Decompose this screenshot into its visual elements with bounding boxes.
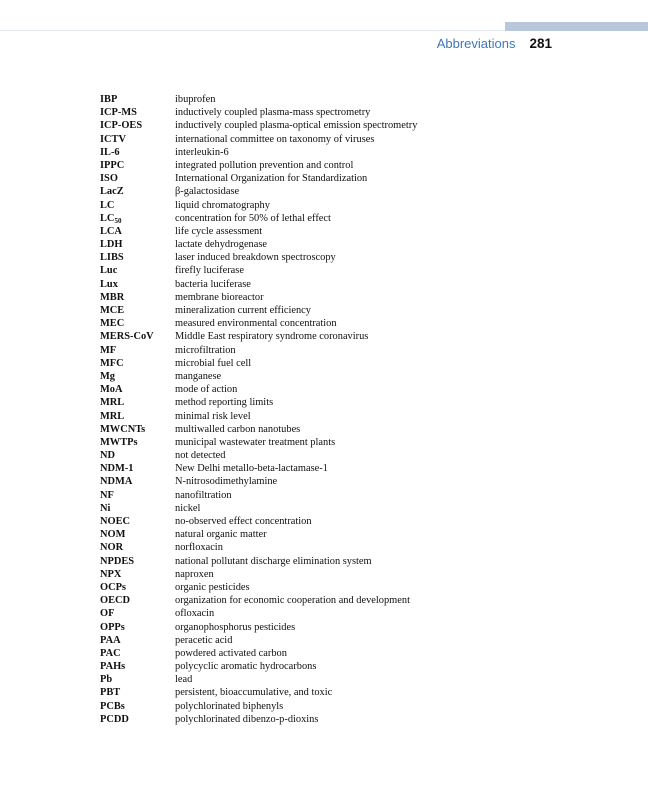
abbreviation-entry	[100, 238, 550, 251]
abbreviation-term	[100, 568, 175, 581]
abbreviation-definition: mode of action	[175, 384, 238, 396]
abbreviation-definition: natural organic matter	[175, 529, 267, 541]
abbreviation-term	[100, 199, 175, 212]
abbreviation-term-text: NDMA	[100, 476, 133, 488]
abbreviation-term-text: LacZ	[100, 186, 124, 198]
abbreviation-definition: ofloxacin	[175, 608, 215, 620]
abbreviation-definition: not detected	[175, 450, 226, 462]
abbreviation-term	[100, 383, 175, 396]
abbreviation-term	[100, 489, 175, 502]
abbreviation-entry	[100, 515, 550, 528]
abbreviation-entry	[100, 370, 550, 383]
abbreviation-term-text: OPPs	[100, 621, 125, 633]
abbreviation-term	[100, 528, 175, 541]
abbreviation-term-text: LC	[100, 199, 115, 211]
abbreviation-term	[100, 159, 175, 172]
abbreviation-definition: minimal risk level	[175, 410, 251, 422]
abbreviation-term	[100, 304, 175, 317]
abbreviation-definition: integrated pollution prevention and control	[175, 159, 354, 171]
abbreviation-entry	[100, 264, 550, 277]
abbreviation-definition: municipal wastewater treatment plants	[175, 436, 336, 448]
abbreviation-entry	[100, 634, 550, 647]
abbreviation-term-text: IBP	[100, 94, 118, 105]
abbreviation-entry	[100, 594, 550, 607]
abbreviation-definition: persistent, bioaccumulative, and toxic	[175, 687, 333, 699]
abbreviation-definition: polycyclic aromatic hydrocarbons	[175, 661, 317, 673]
abbreviation-term-text: MFC	[100, 357, 124, 369]
abbreviation-definition: organophosphorus pesticides	[175, 621, 296, 633]
abbreviation-entry	[100, 317, 550, 330]
abbreviation-term	[100, 436, 175, 449]
abbreviation-term	[100, 291, 175, 304]
abbreviation-term	[100, 238, 175, 251]
abbreviation-term-text: Lux	[100, 278, 118, 290]
abbreviation-term-text: LCA	[100, 225, 122, 237]
abbreviation-definition: lead	[175, 674, 193, 686]
abbreviation-term	[100, 106, 175, 119]
abbreviation-term	[100, 515, 175, 528]
abbreviation-entry	[100, 106, 550, 119]
abbreviation-term-text: MWCNTs	[100, 423, 146, 435]
abbreviation-term-text: OECD	[100, 595, 131, 607]
abbreviation-term-text: OF	[100, 608, 115, 620]
abbreviation-term-text: NOM	[100, 529, 126, 541]
abbreviation-term-text: MERS-CoV	[100, 331, 154, 343]
abbreviation-term	[100, 555, 175, 568]
abbreviation-definition: measured environmental concentration	[175, 318, 337, 330]
abbreviation-term-text: NOEC	[100, 516, 131, 527]
abbreviation-term	[100, 502, 175, 515]
abbreviation-term-text: NPDES	[100, 555, 135, 567]
abbreviation-entry	[100, 528, 550, 541]
abbreviation-term-text: LIBS	[100, 252, 124, 264]
abbreviation-term-text: PCDD	[100, 713, 129, 725]
abbreviation-entry	[100, 304, 550, 317]
abbreviation-entry	[100, 647, 550, 660]
abbreviation-term	[100, 607, 175, 620]
abbreviation-entry	[100, 225, 550, 238]
abbreviation-term	[100, 686, 175, 699]
abbreviation-definition: β-galactosidase	[175, 186, 240, 198]
abbreviation-term-text: ICP-MS	[100, 107, 137, 119]
abbreviation-definition: inductively coupled plasma-mass spectrometry	[175, 107, 371, 119]
abbreviation-term-text: Mg	[100, 370, 116, 382]
abbreviation-entry	[100, 133, 550, 146]
abbreviation-term-text: PAHs	[100, 661, 126, 673]
abbreviation-term	[100, 185, 175, 198]
abbreviation-definition: naproxen	[175, 568, 214, 580]
abbreviation-term	[100, 462, 175, 475]
abbreviation-term	[100, 647, 175, 660]
abbreviation-definition: no-observed effect concentration	[175, 516, 312, 527]
abbreviation-entry	[100, 449, 550, 462]
abbreviation-term-text: MWTPs	[100, 436, 138, 448]
abbreviation-term	[100, 133, 175, 146]
abbreviation-entry	[100, 396, 550, 409]
abbreviation-definition: method reporting limits	[175, 397, 274, 409]
abbreviation-term	[100, 146, 175, 159]
header-accent-bar	[505, 22, 648, 31]
abbreviation-entry	[100, 357, 550, 370]
abbreviation-entry	[100, 146, 550, 159]
abbreviation-term-text: ICP-OES	[100, 120, 143, 132]
abbreviation-term-text: LC	[100, 212, 115, 224]
abbreviation-term	[100, 541, 175, 554]
abbreviation-entry	[100, 568, 550, 581]
abbreviation-term	[100, 475, 175, 488]
abbreviation-term-text: MEC	[100, 318, 125, 330]
abbreviation-entry	[100, 119, 550, 132]
abbreviation-definition: lactate dehydrogenase	[175, 239, 268, 251]
abbreviation-term	[100, 634, 175, 647]
abbreviation-definition: New Delhi metallo-beta-lactamase-1	[175, 463, 328, 475]
abbreviation-term-text: PAA	[100, 634, 121, 646]
abbreviation-term	[100, 713, 175, 726]
abbreviation-term-subscript: 50	[114, 216, 122, 225]
abbreviation-term	[100, 278, 175, 291]
abbreviation-definition: microbial fuel cell	[175, 357, 252, 369]
abbreviation-entry	[100, 673, 550, 686]
abbreviation-term	[100, 264, 175, 277]
abbreviation-term-text: MF	[100, 344, 117, 356]
abbreviation-term	[100, 357, 175, 370]
abbreviation-term-text: MoA	[100, 384, 123, 396]
abbreviation-definition: nickel	[175, 502, 201, 514]
abbreviation-definition: organization for economic cooperation and development	[175, 595, 410, 607]
abbreviation-entry	[100, 251, 550, 264]
abbreviation-term-text: LDH	[100, 239, 123, 251]
abbreviation-entry	[100, 159, 550, 172]
abbreviation-term	[100, 581, 175, 594]
abbreviation-definition: inductively coupled plasma-optical emission spectrometry	[175, 120, 418, 132]
abbreviation-term	[100, 423, 175, 436]
abbreviation-entry	[100, 462, 550, 475]
abbreviation-entry	[100, 660, 550, 673]
abbreviation-term-text: PBT	[100, 687, 121, 699]
abbreviation-term	[100, 344, 175, 357]
abbreviation-term	[100, 251, 175, 264]
abbreviation-term-text: ICTV	[100, 133, 126, 145]
abbreviation-definition: polychlorinated biphenyls	[175, 700, 284, 712]
abbreviation-term-text: IL-6	[100, 146, 120, 158]
abbreviation-definition: microfiltration	[175, 344, 236, 356]
abbreviation-entry	[100, 621, 550, 634]
abbreviation-term-text: PAC	[100, 647, 121, 659]
abbreviation-term-text: ISO	[100, 173, 118, 185]
abbreviation-definition: powdered activated carbon	[175, 647, 287, 659]
abbreviation-definition: membrane bioreactor	[175, 291, 264, 303]
abbreviation-entry	[100, 410, 550, 423]
section-title: Abbreviations	[436, 36, 516, 51]
abbreviation-term	[100, 594, 175, 607]
abbreviation-term	[100, 700, 175, 713]
abbreviation-definition: interleukin-6	[175, 146, 229, 158]
abbreviation-term-text: PCBs	[100, 700, 125, 712]
abbreviation-definition: bacteria luciferase	[175, 278, 251, 290]
abbreviation-term	[100, 410, 175, 423]
abbreviation-term	[100, 172, 175, 185]
abbreviation-entry	[100, 278, 550, 291]
abbreviation-term-text: Pb	[100, 674, 113, 686]
abbreviation-definition: ibuprofen	[175, 94, 216, 105]
abbreviation-term-text: MBR	[100, 291, 125, 303]
abbreviation-term	[100, 212, 175, 225]
page-number: 281	[529, 36, 552, 51]
abbreviation-entry	[100, 713, 550, 726]
abbreviation-term	[100, 673, 175, 686]
abbreviation-definition: life cycle assessment	[175, 225, 263, 237]
abbreviation-definition: liquid chromatography	[175, 199, 270, 211]
abbreviation-term	[100, 396, 175, 409]
abbreviation-list	[100, 93, 550, 726]
abbreviation-entry	[100, 700, 550, 713]
abbreviation-entry	[100, 555, 550, 568]
abbreviation-entry	[100, 330, 550, 343]
abbreviation-term-text: NF	[100, 489, 114, 501]
abbreviation-entry	[100, 93, 550, 106]
abbreviation-entry	[100, 212, 550, 225]
abbreviation-entry	[100, 475, 550, 488]
abbreviation-term	[100, 660, 175, 673]
abbreviation-definition: norfloxacin	[175, 542, 223, 554]
abbreviation-definition: manganese	[175, 370, 222, 382]
abbreviation-term-text: NDM-1	[100, 463, 134, 475]
abbreviation-term	[100, 93, 175, 106]
abbreviation-term	[100, 119, 175, 132]
abbreviation-term-text: MRL	[100, 397, 125, 409]
abbreviation-definition: N-nitrosodimethylamine	[175, 476, 278, 488]
abbreviation-entry	[100, 607, 550, 620]
abbreviation-term	[100, 370, 175, 383]
abbreviation-definition: polychlorinated dibenzo-p-dioxins	[175, 713, 319, 725]
abbreviation-term-text: IPPC	[100, 159, 125, 171]
abbreviation-entry	[100, 172, 550, 185]
abbreviation-entry	[100, 291, 550, 304]
abbreviation-entry	[100, 383, 550, 396]
abbreviation-definition: Middle East respiratory syndrome coronavirus	[175, 331, 369, 343]
abbreviation-entry	[100, 489, 550, 502]
abbreviation-definition: mineralization current efficiency	[175, 305, 311, 316]
abbreviation-entry	[100, 199, 550, 212]
abbreviation-entry	[100, 541, 550, 554]
abbreviation-entry	[100, 344, 550, 357]
abbreviation-term	[100, 330, 175, 343]
abbreviation-term-text: NPX	[100, 568, 122, 580]
abbreviation-term-text: MRL	[100, 410, 125, 422]
abbreviation-entry	[100, 436, 550, 449]
abbreviation-definition: nanofiltration	[175, 489, 232, 501]
abbreviation-definition: organic pesticides	[175, 581, 250, 593]
abbreviation-term	[100, 621, 175, 634]
abbreviation-term	[100, 449, 175, 462]
abbreviation-definition: international committee on taxonomy of viruses	[175, 133, 375, 145]
abbreviation-term-text: Luc	[100, 265, 118, 277]
running-header	[437, 36, 552, 51]
abbreviation-definition: multiwalled carbon nanotubes	[175, 423, 301, 435]
abbreviation-entry	[100, 423, 550, 436]
abbreviation-entry	[100, 581, 550, 594]
abbreviation-definition: International Organization for Standardization	[175, 173, 368, 185]
abbreviation-definition: firefly luciferase	[175, 265, 244, 277]
abbreviation-term-text: Ni	[100, 502, 111, 514]
abbreviation-term-text: MCE	[100, 305, 125, 316]
abbreviation-definition: peracetic acid	[175, 634, 233, 646]
abbreviation-definition: concentration for 50% of lethal effect	[175, 212, 331, 224]
abbreviation-definition: national pollutant discharge elimination system	[175, 555, 372, 567]
abbreviation-term-text: ND	[100, 450, 116, 462]
abbreviation-entry	[100, 185, 550, 198]
abbreviation-definition: laser induced breakdown spectroscopy	[175, 252, 336, 264]
abbreviation-term	[100, 225, 175, 238]
abbreviation-term-text: NOR	[100, 542, 124, 554]
abbreviation-entry	[100, 686, 550, 699]
abbreviation-entry	[100, 502, 550, 515]
abbreviation-term-text: OCPs	[100, 581, 126, 593]
abbreviation-term	[100, 317, 175, 330]
